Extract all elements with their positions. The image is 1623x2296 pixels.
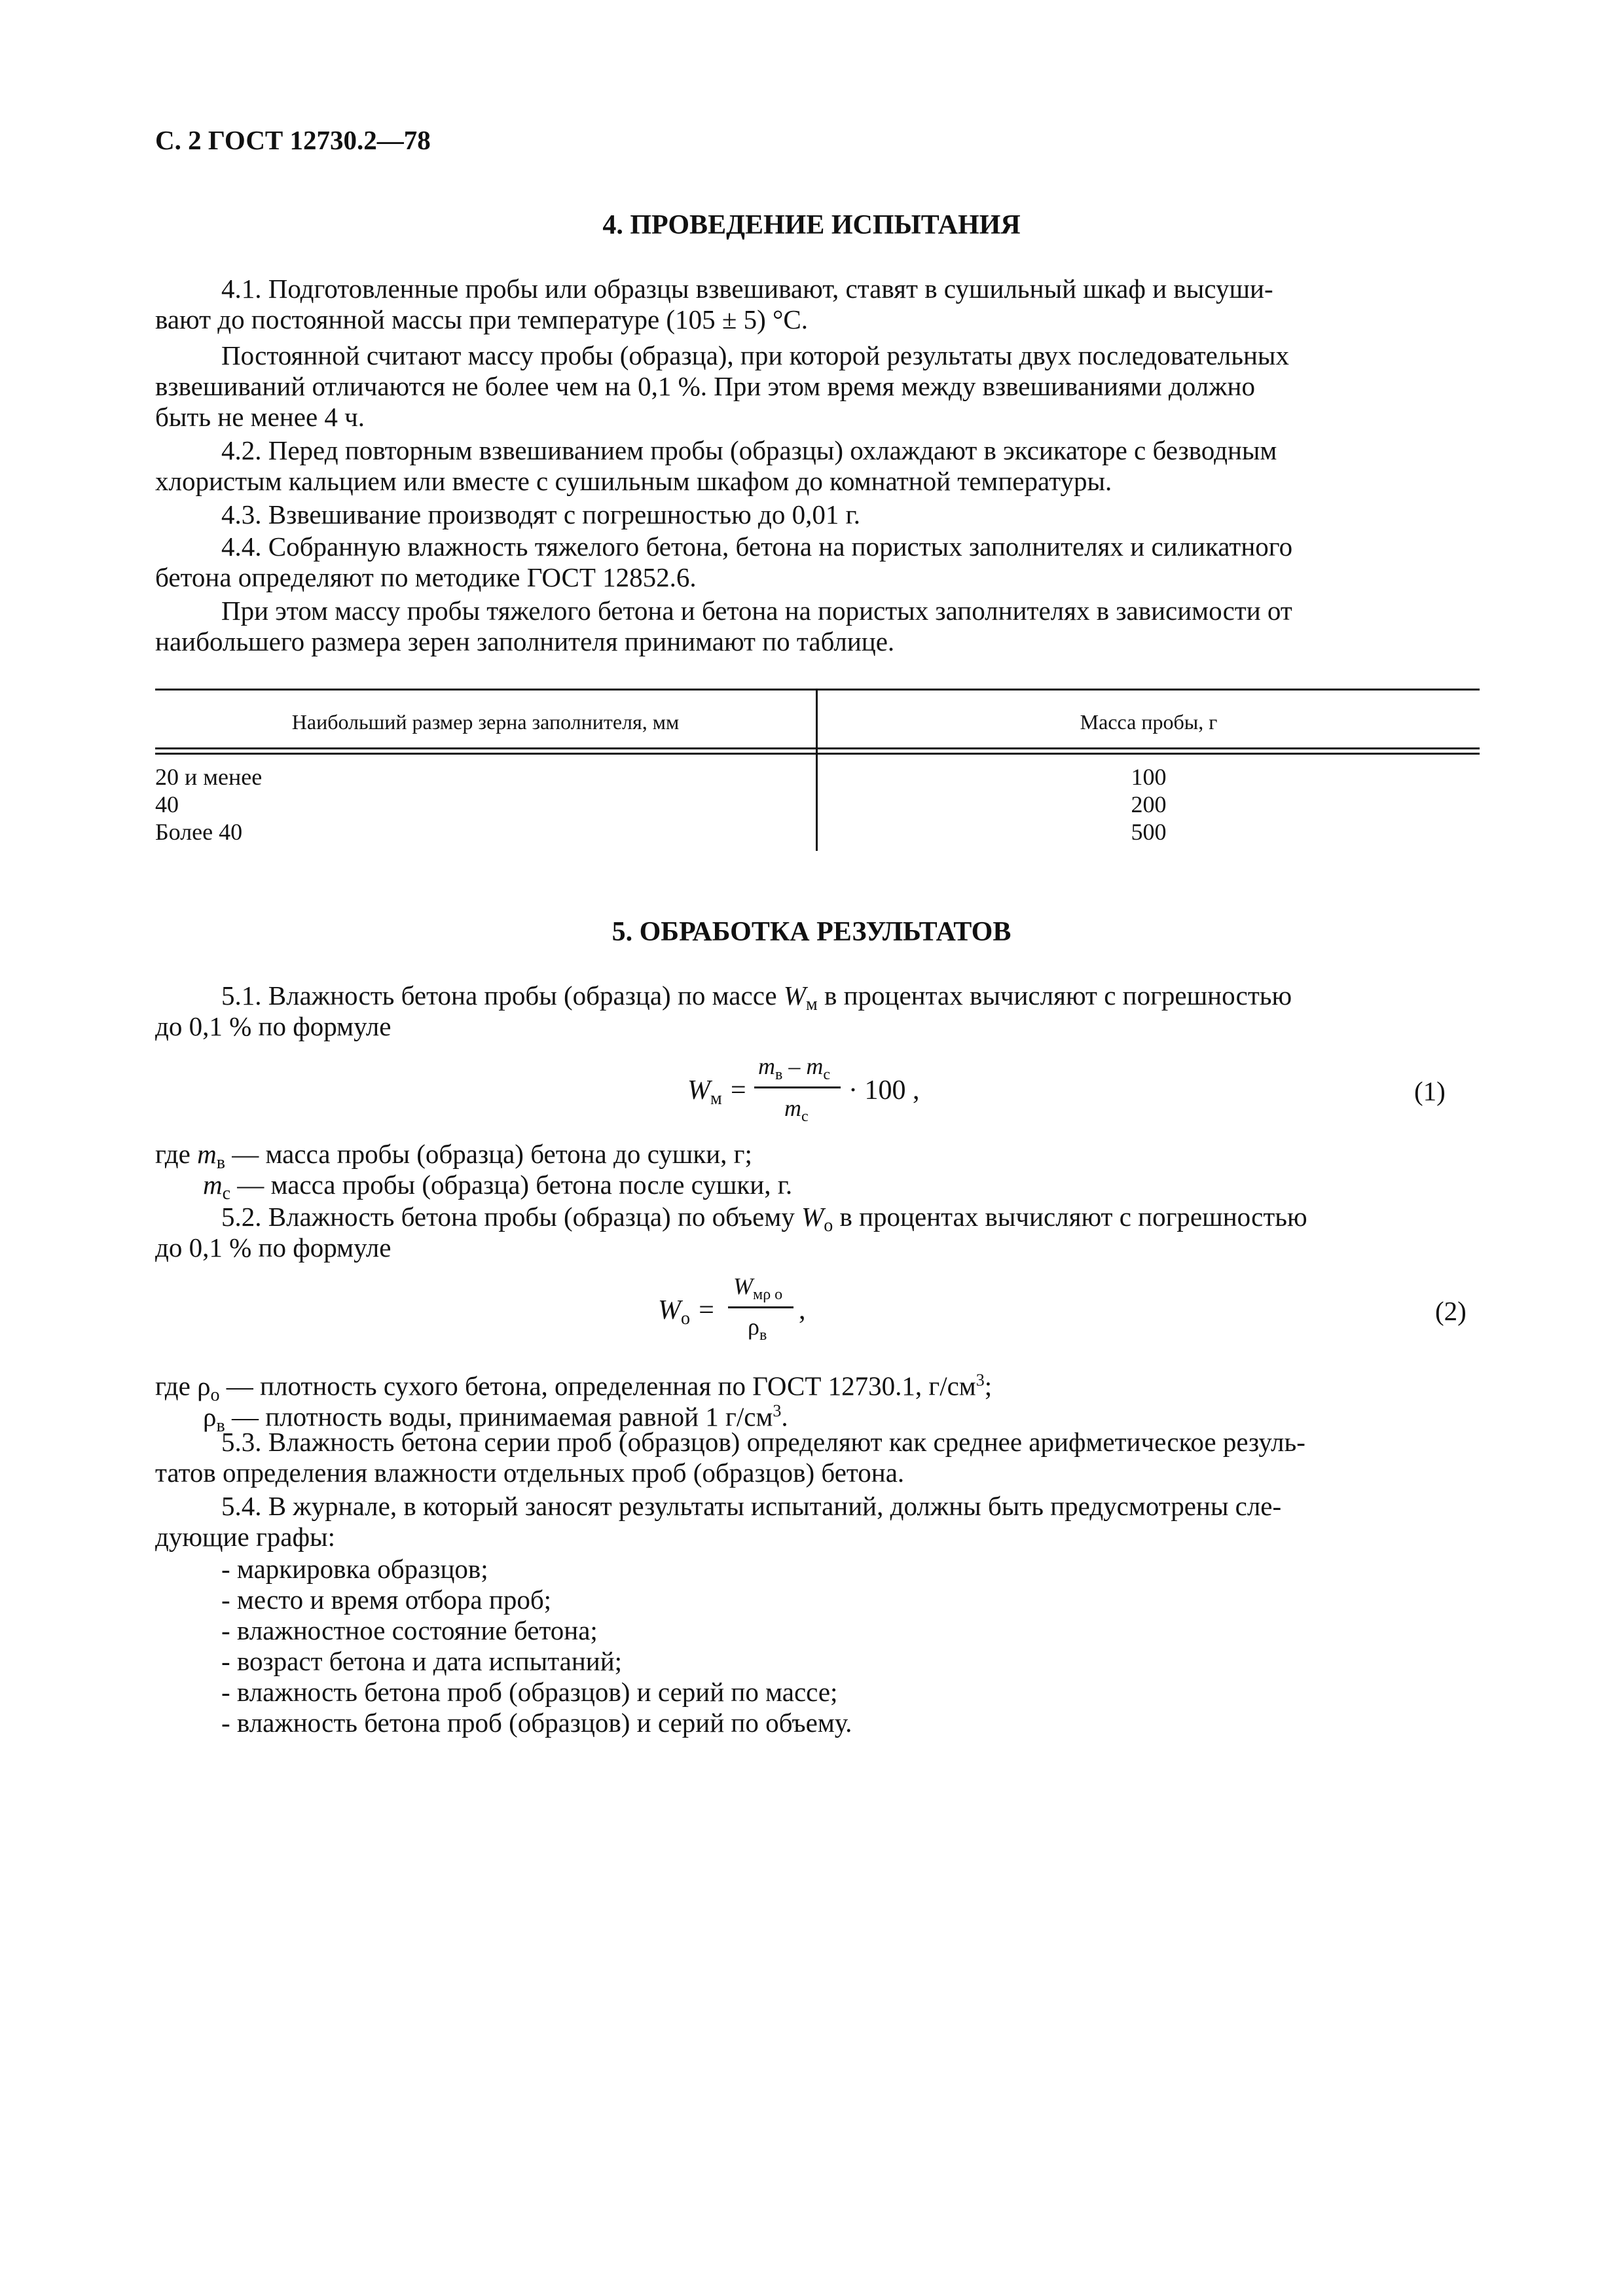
table-cell-grain-size: 40: [155, 791, 179, 817]
para-4-2-line-2: хлористым кальцием или вместе с сушильным шкафом до комнатной температуры.: [155, 466, 1112, 496]
para-4-1b-line-3: быть не менее 4 ч.: [155, 402, 365, 432]
where-rho-dry-sub: о: [210, 1384, 220, 1405]
table-cell-grain-size: 20 и менее: [155, 764, 263, 790]
where-rho-water-sup: 3: [773, 1401, 782, 1420]
where-m-wet-text: — масса пробы (образца) бетона до сушки, г;: [225, 1139, 752, 1169]
list-item: - влажность бетона проб (образцов) и серий по объему.: [221, 1708, 852, 1738]
para-5-1-line-2: до 0,1 % по формуле: [155, 1011, 392, 1041]
formula-2-lhs: Wо =: [658, 1295, 716, 1329]
section-5-title: 5. ОБРАБОТКА РЕЗУЛЬТАТОВ: [611, 917, 1012, 947]
where-rho-water-text: — плотность воды, принимаемая равной 1 г/см: [225, 1401, 773, 1432]
para-5-1-text-a: 5.1. Влажность бетона пробы (образца) по массе: [221, 980, 784, 1011]
formula-2-denominator: $\rho_в$: [748, 1314, 767, 1344]
formula-1-lhs: Wм =: [687, 1075, 748, 1109]
where-rho-dry-symbol: где ρ: [155, 1371, 211, 1401]
list-item: - маркировка образцов;: [221, 1554, 488, 1584]
formula-1-numerator: $m_в - m_с$: [758, 1053, 830, 1083]
table-header-sample-mass: Масса пробы, г: [1080, 710, 1218, 734]
list-item: - влажность бетона проб (образцов) и серий по массе;: [221, 1677, 838, 1707]
para-5-3-line-2: татов определения влажности отдельных проб (образцов) бетона.: [155, 1458, 905, 1488]
para-4-1b-line-2: взвешиваний отличаются не более чем на 0,1 %. При этом время между взвешиваниями должно: [155, 371, 1255, 401]
formula-2-numerator: $W_{м\rho о}$: [733, 1273, 783, 1303]
para-4-4b-line-2: наибольшего размера зерен заполнителя принимают по таблице.: [155, 626, 895, 656]
para-4-3: 4.3. Взвешивание производят с погрешностью до 0,01 г.: [221, 499, 861, 529]
para-4-2-line-1: 4.2. Перед повторным взвешиванием пробы (образцы) охлаждают в эксикаторе с безводным: [221, 435, 1277, 465]
para-4-4-line-1: 4.4. Собранную влажность тяжелого бетона, бетона на пористых заполнителях и силикатного: [221, 531, 1293, 562]
para-4-4b-line-1: При этом массу пробы тяжелого бетона и бетона на пористых заполнителях в зависимости от: [221, 596, 1292, 626]
para-4-1b-line-1: Постоянной считают массу пробы (образца), при которой результаты двух последовательных: [221, 340, 1289, 370]
para-4-1-line-1: 4.1. Подготовленные пробы или образцы взвешивают, ставят в сушильный шкаф и высуши-: [221, 274, 1273, 304]
para-5-4-line-2: дующие графы:: [155, 1522, 335, 1552]
para-5-2-line-2: до 0,1 % по формуле: [155, 1232, 392, 1263]
symbol-w-mass: Wм: [783, 980, 818, 1014]
para-5-2-text-a: 5.2. Влажность бетона пробы (образца) по объему: [221, 1202, 802, 1232]
list-item: - место и время отбора проб;: [221, 1585, 552, 1615]
para-5-3-line-1: 5.3. Влажность бетона серии проб (образцов) определяют как среднее арифметическое резуль-: [221, 1427, 1305, 1457]
where-rho-water-end: .: [781, 1401, 788, 1432]
table-header-rule-1: [155, 747, 1480, 749]
where-rho-dry-text: — плотность сухого бетона, определенная по ГОСТ 12730.1, г/см: [219, 1371, 976, 1401]
where-label: где: [155, 1139, 198, 1169]
symbol-m-dry: mс: [203, 1170, 231, 1204]
para-4-4-line-2: бетона определяют по методике ГОСТ 12852.6.: [155, 562, 697, 592]
formula-2-number: (2): [1435, 1296, 1467, 1326]
table-cell-mass: 100: [1131, 764, 1167, 790]
section-4-title: 4. ПРОВЕДЕНИЕ ИСПЫТАНИЯ: [602, 210, 1021, 240]
para-5-2-line-1: [221, 1202, 1307, 1236]
formula-1-denominator: $m_с$: [784, 1095, 809, 1125]
where-m-dry: [203, 1170, 792, 1204]
where-rho-water-sub: в: [216, 1415, 225, 1436]
para-4-1-line-2: вают до постоянной массы при температуре (105 ± 5) °С.: [155, 304, 808, 334]
where-m-wet: [155, 1139, 752, 1173]
formula-2-comma: ,: [799, 1295, 806, 1325]
para-5-1-line-1: [221, 980, 1292, 1014]
formula-1-fraction-bar: [754, 1086, 841, 1088]
para-5-1-text-b: в процентах вычисляют с погрешностью: [817, 980, 1292, 1011]
list-item: - влажностное состояние бетона;: [221, 1615, 598, 1645]
where-rho-water-symbol: ρ: [203, 1401, 217, 1432]
list-item: - возраст бетона и дата испытаний;: [221, 1646, 623, 1676]
para-5-4-line-1: 5.4. В журнале, в который заносят результаты испытаний, должны быть предусмотрены сле-: [221, 1491, 1282, 1521]
formula-2-fraction-bar: [728, 1306, 793, 1308]
formula-1-number: (1): [1414, 1076, 1446, 1106]
table-cell-mass: 500: [1131, 819, 1167, 845]
table-cell-mass: 200: [1131, 791, 1167, 817]
symbol-w-volume: Wо: [801, 1202, 833, 1236]
page-header: С. 2 ГОСТ 12730.2—78: [155, 125, 431, 155]
formula-1-multiplier: · 100 ,: [848, 1075, 920, 1105]
where-m-dry-text: — масса пробы (образца) бетона после сушки, г.: [230, 1170, 793, 1200]
table-cell-grain-size: Более 40: [155, 819, 243, 845]
symbol-m-wet: mв: [197, 1139, 225, 1173]
where-rho-dry-end: ;: [984, 1371, 993, 1401]
where-rho-dry-sup: 3: [976, 1371, 985, 1390]
para-5-2-text-b: в процентах вычисляют с погрешностью: [833, 1202, 1307, 1232]
table-header-grain-size: Наибольший размер зерна заполнителя, мм: [291, 710, 680, 734]
table-header-rule-2: [155, 753, 1480, 755]
